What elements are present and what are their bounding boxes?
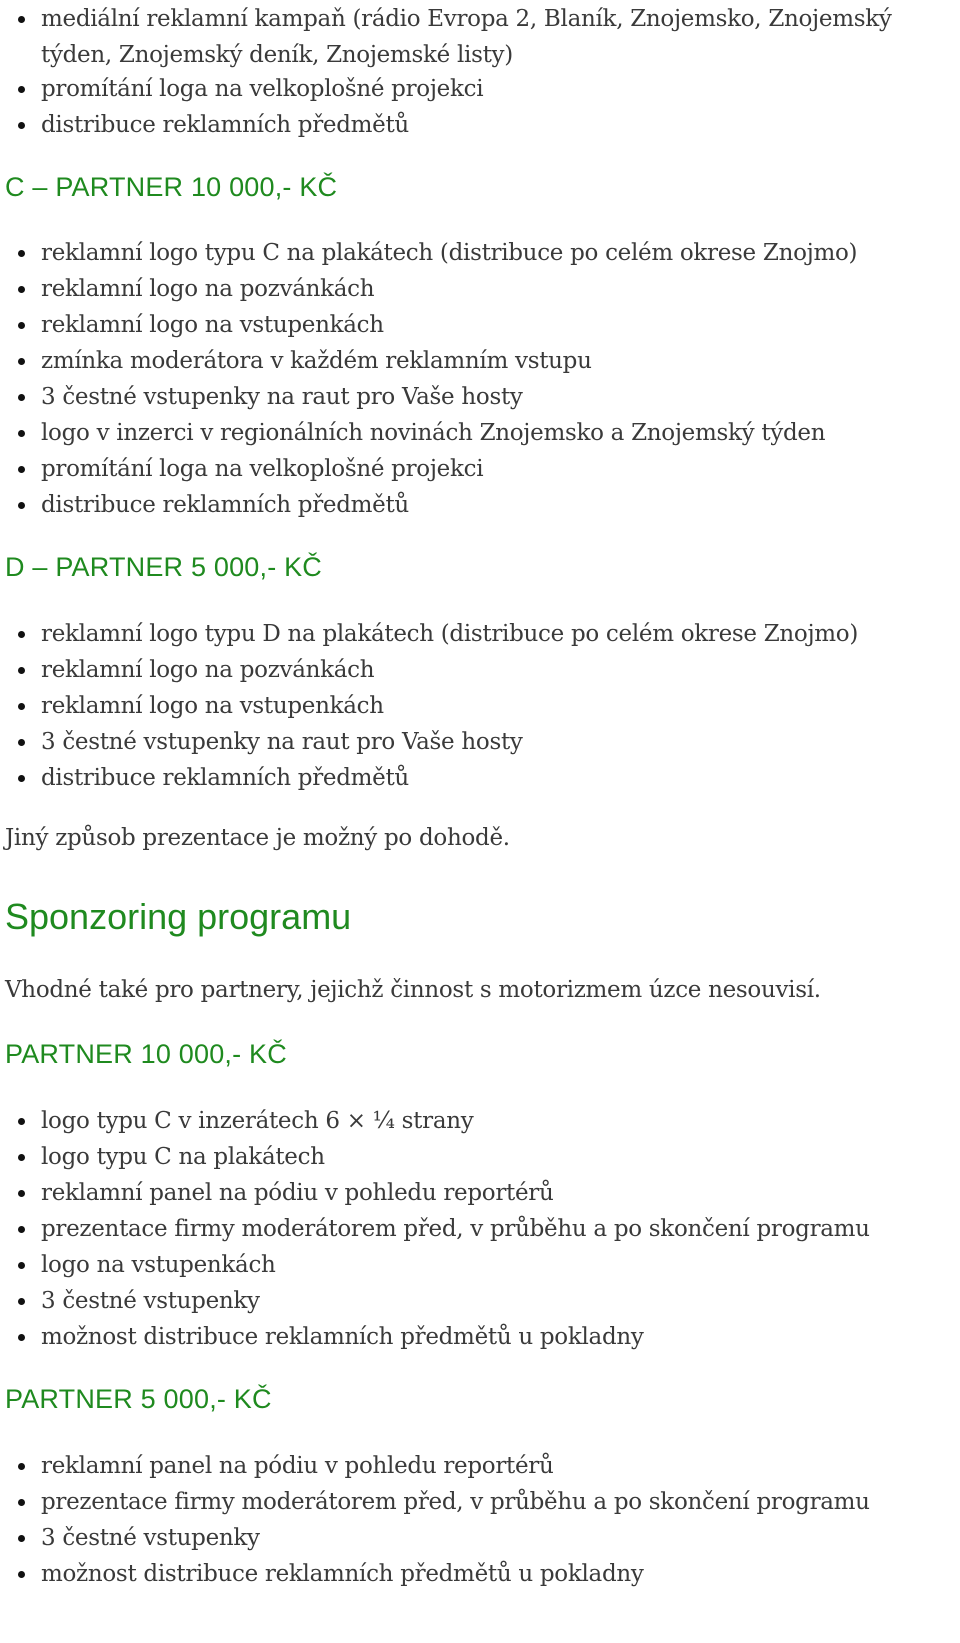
list-item: logo na vstupenkách (5, 1247, 960, 1283)
list-item: 3 čestné vstupenky na raut pro Vaše hosty (5, 724, 960, 760)
list-item: distribuce reklamních předmětů (5, 107, 960, 143)
list-item: promítání loga na velkoplošné projekci (5, 451, 960, 487)
list-item: reklamní logo na pozvánkách (5, 271, 960, 307)
list-item: promítání loga na velkoplošné projekci (5, 71, 960, 107)
list-item: distribuce reklamních předmětů (5, 487, 960, 523)
list-item: možnost distribuce reklamních předmětů u pokladny (5, 1556, 960, 1592)
other-presentation-note: Jiný způsob prezentace je možný po dohodě. (5, 825, 510, 851)
sponsor-partner-10000-list (5, 1103, 960, 1355)
partner-c-list (5, 235, 960, 523)
sponsor-partner-5000-list (5, 1448, 960, 1592)
sponsoring-section-title: Sponzoring programu (5, 896, 352, 937)
partner-c-heading: C – PARTNER 10 000,- KČ (5, 172, 338, 202)
list-item: reklamní logo typu C na plakátech (distribuce po celém okrese Znojmo) (5, 235, 960, 271)
list-item: zmínka moderátora v každém reklamním vstupu (5, 343, 960, 379)
list-item: prezentace firmy moderátorem před, v průběhu a po skončení programu (5, 1211, 960, 1247)
list-item: distribuce reklamních předmětů (5, 760, 960, 796)
list-item: logo typu C na plakátech (5, 1139, 960, 1175)
sponsor-partner-10000-heading: PARTNER 10 000,- KČ (5, 1039, 287, 1069)
list-item: prezentace firmy moderátorem před, v průběhu a po skončení programu (5, 1484, 960, 1520)
list-item: 3 čestné vstupenky (5, 1283, 960, 1319)
sponsor-partner-5000-heading: PARTNER 5 000,- KČ (5, 1384, 272, 1414)
partner-d-list (5, 616, 960, 796)
list-item: 3 čestné vstupenky na raut pro Vaše hosty (5, 379, 960, 415)
list-item: reklamní logo typu D na plakátech (distribuce po celém okrese Znojmo) (5, 616, 960, 652)
list-item: reklamní logo na vstupenkách (5, 688, 960, 724)
list-item: 3 čestné vstupenky (5, 1520, 960, 1556)
list-item: reklamní panel na pódiu v pohledu reportérů (5, 1448, 960, 1484)
list-item: mediální reklamní kampaň (rádio Evropa 2, Blaník, Znojemsko, Znojemský týden, Znojemský deník, Znojemské listy) (5, 1, 901, 73)
list-item: možnost distribuce reklamních předmětů u pokladny (5, 1319, 960, 1355)
list-item: reklamní panel na pódiu v pohledu reportérů (5, 1175, 960, 1211)
sponsoring-intro: Vhodné také pro partnery, jejichž činnost s motorizmem úzce nesouvisí. (5, 977, 821, 1003)
partner-d-heading: D – PARTNER 5 000,- KČ (5, 552, 323, 582)
list-item: logo typu C v inzerátech 6 × ¼ strany (5, 1103, 960, 1139)
list-item: reklamní logo na vstupenkách (5, 307, 960, 343)
list-item: logo v inzerci v regionálních novinách Znojemsko a Znojemský týden (5, 415, 960, 451)
top-benefits-list (5, 1, 960, 143)
list-item: reklamní logo na pozvánkách (5, 652, 960, 688)
